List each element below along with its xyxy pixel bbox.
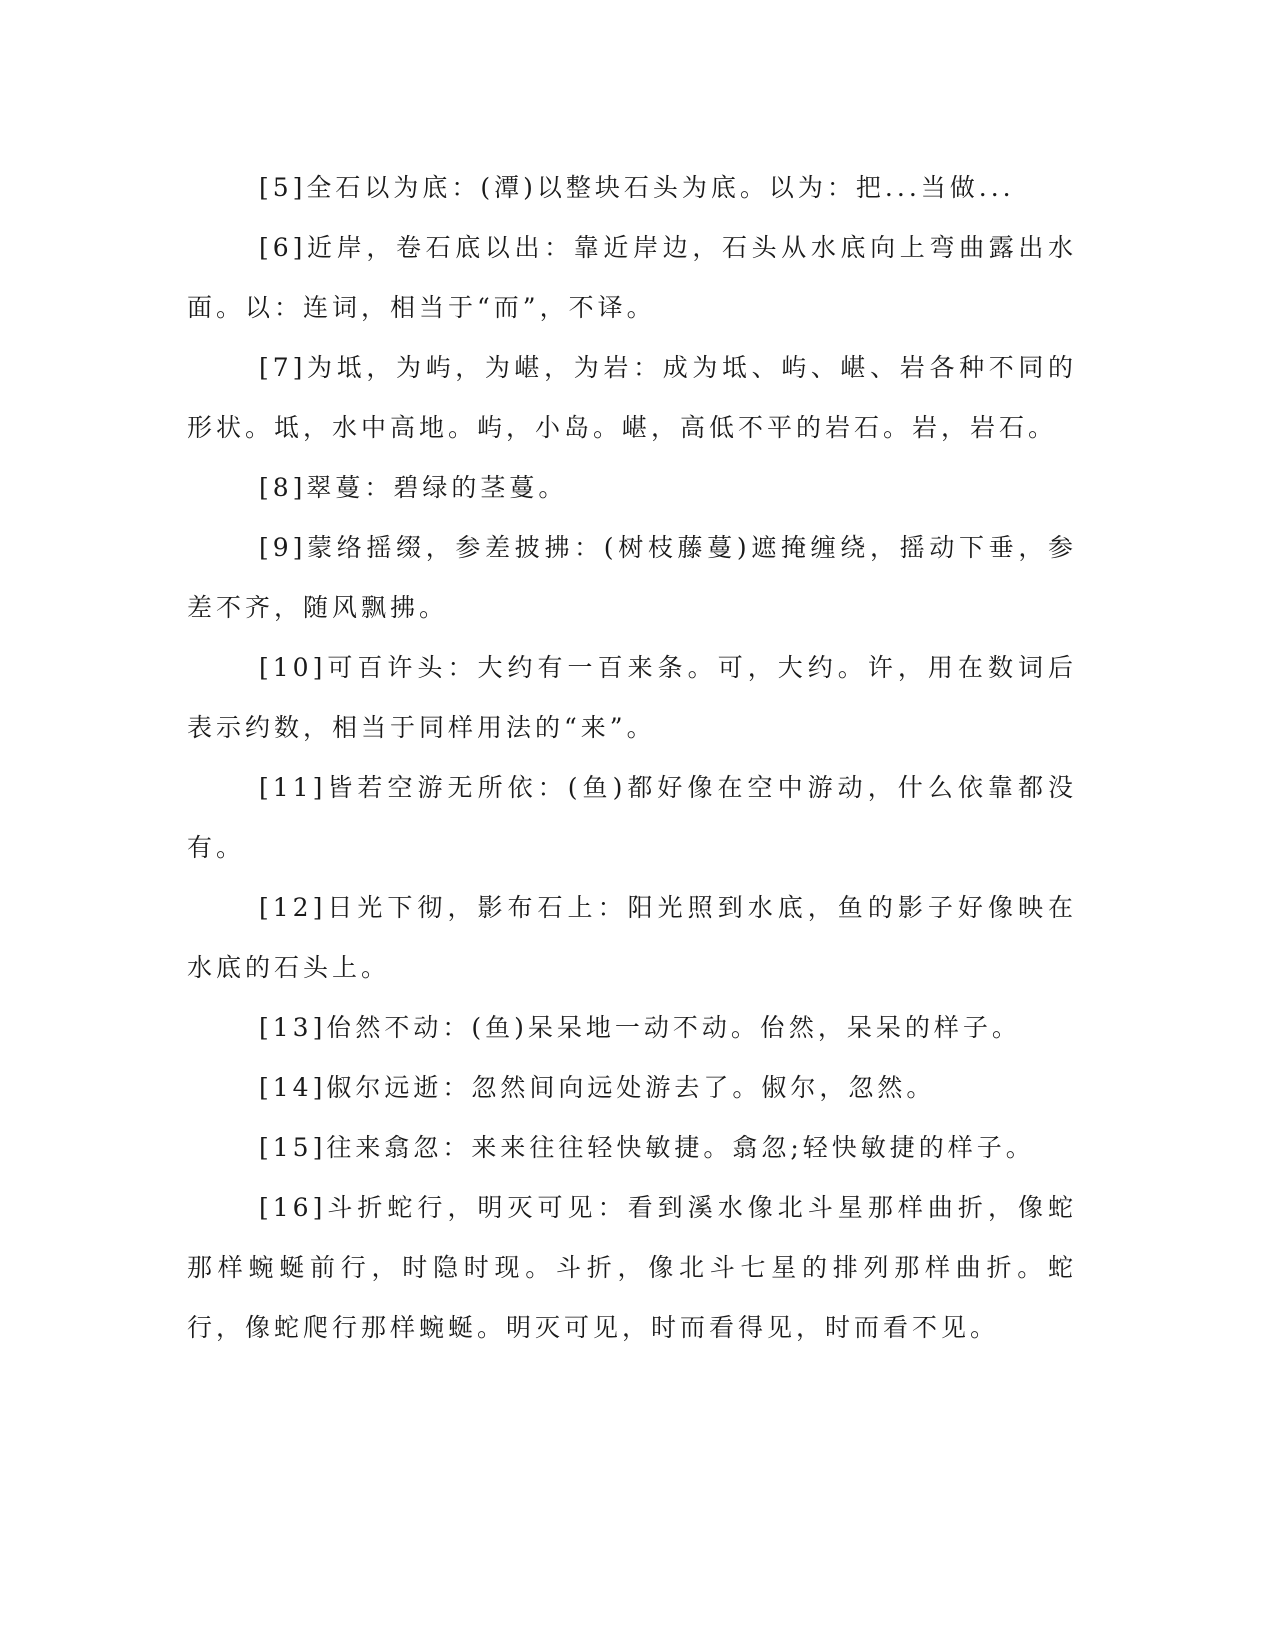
annotation-6: [6]近岸，卷石底以出：靠近岸边，石头从水底向上弯曲露出水面。以：连词，相当于“而”，不译。 [187, 233, 1077, 322]
annotation-list [187, 158, 1077, 1358]
annotation-7: [7]为坻，为屿，为嵁，为岩：成为坻、屿、嵁、岩各种不同的形状。坻，水中高地。屿，小岛。嵁，高低不平的岩石。岩，岩石。 [187, 353, 1077, 442]
annotation-14: [14]俶尔远逝：忽然间向远处游去了。俶尔，忽然。 [259, 1073, 936, 1102]
annotation-13: [13]佁然不动：(鱼)呆呆地一动不动。佁然，呆呆的样子。 [259, 1013, 1021, 1042]
annotation-10: [10]可百许头：大约有一百来条。可，大约。许，用在数词后表示约数，相当于同样用法的“来”。 [187, 653, 1077, 742]
annotation-16: [16]斗折蛇行，明灭可见：看到溪水像北斗星那样曲折，像蛇那样蜿蜒前行，时隐时现。斗折，像北斗七星的排列那样曲折。蛇行，像蛇爬行那样蜿蜒。明灭可见，时而看得见，时而看不见。 [187, 1193, 1077, 1342]
annotation-5: [5]全石以为底：(潭)以整块石头为底。以为：把...当做... [259, 173, 1015, 202]
annotation-12: [12]日光下彻，影布石上：阳光照到水底，鱼的影子好像映在水底的石头上。 [187, 893, 1077, 982]
annotation-9: [9]蒙络摇缀，参差披拂：(树枝藤蔓)遮掩缠绕，摇动下垂，参差不齐，随风飘拂。 [187, 533, 1077, 622]
annotation-11: [11]皆若空游无所依：(鱼)都好像在空中游动，什么依靠都没有。 [187, 773, 1077, 862]
annotation-15: [15]往来翕忽：来来往往轻快敏捷。翕忽;轻快敏捷的样子。 [259, 1133, 1035, 1162]
annotation-8: [8]翠蔓：碧绿的茎蔓。 [259, 473, 568, 502]
